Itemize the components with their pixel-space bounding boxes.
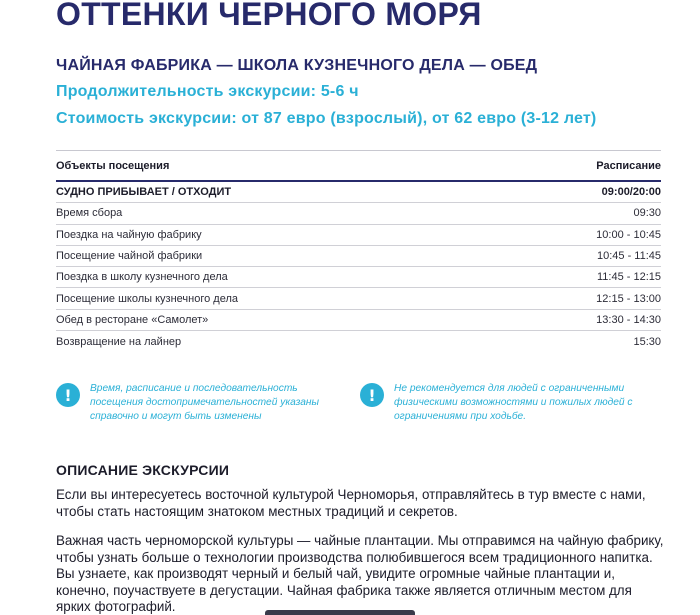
schedule-table-header [56,150,661,182]
row-label: Поездка в школу кузнечного дела [56,271,228,284]
column-header-objects: Объекты посещения [56,159,170,172]
row-label: Время сбора [56,207,123,220]
description-heading: ОПИСАНИЕ ЭКСКУРСИИ [56,462,230,478]
scroll-indicator[interactable] [265,610,415,615]
table-row [56,246,661,267]
table-row [56,203,661,224]
column-header-schedule: Расписание [596,159,661,172]
schedule-disclaimer-text: Время, расписание и последовательность посещения достопримечательностей указаны справочно и могут быть изменены [90,383,319,422]
table-row [56,310,661,331]
table-row [56,331,661,352]
row-time: 09:00/20:00 [601,186,661,199]
duration-info: Продолжительность экскурсии: 5-6 ч [56,83,359,100]
exclamation-icon: ! [360,383,384,407]
description-paragraph: Если вы интересуетесь восточной культурой Черноморья, отправляйтесь в тур вместе с нами, чтобы стать настоящим знатоком местных традиций и секретов. [56,487,646,519]
route-subtitle: ЧАЙНАЯ ФАБРИКА — ШКОЛА КУЗНЕЧНОГО ДЕЛА — ОБЕД [56,57,538,74]
row-label: Посещение школы кузнечного дела [56,292,238,305]
row-label: Посещение чайной фабрики [56,250,203,263]
exclamation-icon: ! [56,383,80,407]
description-paragraph: Важная часть черноморской культуры — чайные плантации. Мы отправимся на чайную фабрику, чтобы узнать больше о технологии производства полюбившегося всем традиционного напитка. Вы узнаете, как производят черный и белый чай, увидите огромные чайные плантации и, конечно, поучаствуете в дегустации. Чайная фабрика также является отличным местом для ярких фотографий. [56,533,664,615]
price-info: Стоимость экскурсии: от 87 евро (взрослый), от 62 евро (3-12 лет) [56,110,597,127]
notes-section [56,382,661,426]
schedule-table [56,150,661,352]
page-title: ОТТЕНКИ ЧЕРНОГО МОРЯ [56,0,482,32]
row-time: 12:15 - 13:00 [596,292,661,305]
row-time: 10:00 - 10:45 [596,228,661,241]
table-row [56,288,661,309]
row-label: СУДНО ПРИБЫВАЕТ / ОТХОДИТ [56,186,232,199]
row-label: Обед в ресторане «Самолет» [56,313,209,326]
row-time: 13:30 - 14:30 [596,313,661,326]
table-row [56,182,661,203]
row-label: Поездка на чайную фабрику [56,228,202,241]
row-label: Возвращение на лайнер [56,335,182,348]
table-row [56,225,661,246]
row-time: 11:45 - 12:15 [596,271,661,284]
row-time: 10:45 - 11:45 [596,250,661,263]
row-time: 09:30 [633,207,661,220]
schedule-disclaimer-note [56,382,346,424]
row-time: 15:30 [633,335,661,348]
accessibility-warning-text: Не рекомендуется для людей с ограниченными физическими возможностями и пожилых людей с ограничениями при ходьбе. [394,383,633,422]
accessibility-warning-note [360,382,660,424]
table-row [56,267,661,288]
